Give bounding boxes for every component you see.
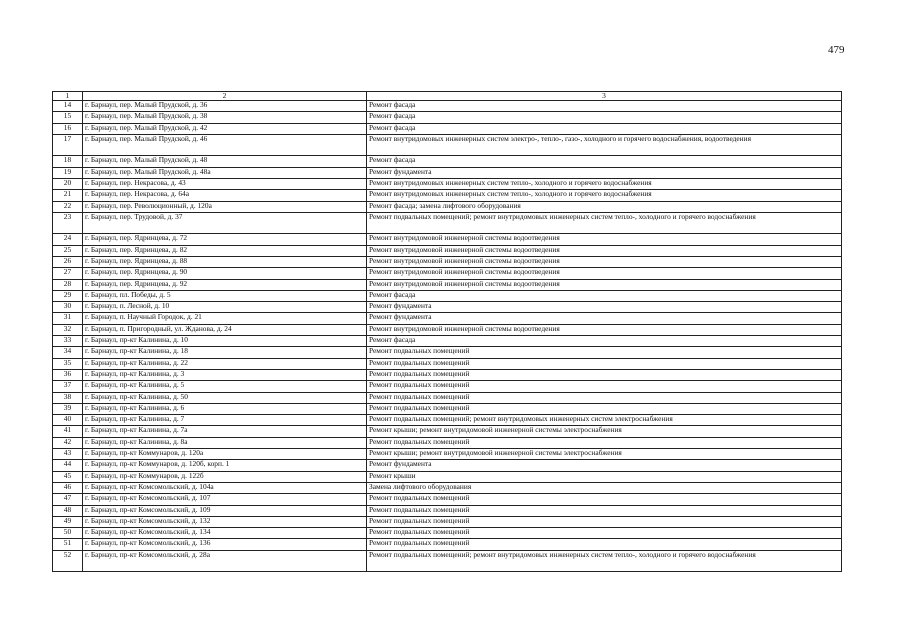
work-cell: Ремонт подвальных помещений — [367, 358, 842, 369]
row-number: 30 — [53, 302, 83, 313]
table-header-row — [53, 92, 842, 101]
work-cell: Ремонт подвальных помещений — [367, 528, 842, 539]
work-cell: Ремонт внутридомовых инженерных систем тепло-, холодного и горячего водоснабжения — [367, 178, 842, 189]
table-row — [53, 324, 842, 335]
address-cell: г. Барнаул, пер. Малый Прудской, д. 38 — [83, 112, 367, 123]
address-cell: г. Барнаул, пр-кт Комсомольский, д. 136 — [83, 539, 367, 550]
address-cell: г. Барнаул, пер. Малый Прудской, д. 36 — [83, 101, 367, 112]
table-row — [53, 381, 842, 392]
address-cell: г. Барнаул, пер. Ядринцева, д. 82 — [83, 245, 367, 256]
address-cell: г. Барнаул, пр-кт Калинина, д. 7 — [83, 415, 367, 426]
work-cell: Ремонт внутридомовой инженерной системы водоотведения — [367, 324, 842, 335]
row-number: 21 — [53, 190, 83, 201]
table-row — [53, 336, 842, 347]
address-cell: г. Барнаул, пер. Ядринцева, д. 92 — [83, 279, 367, 290]
row-number: 48 — [53, 505, 83, 516]
row-number: 26 — [53, 256, 83, 267]
table-row — [53, 178, 842, 189]
row-number: 44 — [53, 460, 83, 471]
table-row — [53, 494, 842, 505]
table-row — [53, 347, 842, 358]
address-cell: г. Барнаул, пр-кт Калинина, д. 22 — [83, 358, 367, 369]
table-row — [53, 190, 842, 201]
address-cell: г. Барнаул, пр-кт Коммунаров, д. 122б — [83, 471, 367, 482]
row-number: 33 — [53, 336, 83, 347]
table-row — [53, 112, 842, 123]
row-number: 52 — [53, 550, 83, 572]
row-number: 23 — [53, 212, 83, 234]
work-cell: Ремонт подвальных помещений — [367, 505, 842, 516]
row-number: 35 — [53, 358, 83, 369]
table-row — [53, 415, 842, 426]
row-number: 37 — [53, 381, 83, 392]
address-cell: г. Барнаул, пр-кт Калинина, д. 3 — [83, 369, 367, 380]
address-cell: г. Барнаул, пер. Некрасова, д. 43 — [83, 178, 367, 189]
work-cell: Ремонт подвальных помещений — [367, 347, 842, 358]
table-row — [53, 369, 842, 380]
address-cell: г. Барнаул, пр-кт Коммунаров, д. 120а — [83, 449, 367, 460]
table-row — [53, 403, 842, 414]
row-number: 38 — [53, 392, 83, 403]
work-cell: Ремонт подвальных помещений — [367, 403, 842, 414]
row-number: 22 — [53, 201, 83, 212]
row-number: 19 — [53, 167, 83, 178]
row-number: 40 — [53, 415, 83, 426]
work-cell: Ремонт подвальных помещений — [367, 369, 842, 380]
row-number: 16 — [53, 123, 83, 134]
column-header-3: 3 — [367, 92, 842, 101]
table-row — [53, 471, 842, 482]
work-cell: Ремонт внутридомовых инженерных систем электро-, тепло-, газо-, холодного и горячего водоснабжения, водоотведения — [367, 134, 842, 156]
address-cell: г. Барнаул, пр-кт Калинина, д. 18 — [83, 347, 367, 358]
address-cell: г. Барнаул, пр-кт Калинина, д. 5 — [83, 381, 367, 392]
row-number: 18 — [53, 156, 83, 167]
row-number: 41 — [53, 426, 83, 437]
table-row — [53, 437, 842, 448]
row-number: 29 — [53, 290, 83, 301]
row-number: 47 — [53, 494, 83, 505]
work-cell: Ремонт внутридомовой инженерной системы водоотведения — [367, 279, 842, 290]
work-cell: Ремонт фасада — [367, 290, 842, 301]
work-cell: Ремонт крыши — [367, 471, 842, 482]
work-cell: Ремонт подвальных помещений; ремонт внутридомовых инженерных систем тепло-, холодного и горячего водоснабжения — [367, 550, 842, 572]
table-row — [53, 550, 842, 572]
address-cell: г. Барнаул, пр-кт Коммунаров, д. 120б, корп. 1 — [83, 460, 367, 471]
work-cell: Ремонт фасада — [367, 336, 842, 347]
address-cell: г. Барнаул, пр-кт Калинина, д. 50 — [83, 392, 367, 403]
work-cell: Ремонт подвальных помещений — [367, 437, 842, 448]
address-cell: г. Барнаул, пр-кт Комсомольский, д. 132 — [83, 516, 367, 527]
row-number: 46 — [53, 482, 83, 493]
work-cell: Замена лифтового оборудования — [367, 482, 842, 493]
work-cell: Ремонт внутридомовой инженерной системы водоотведения — [367, 268, 842, 279]
work-cell: Ремонт подвальных помещений — [367, 392, 842, 403]
address-cell: г. Барнаул, пл. Победы, д. 5 — [83, 290, 367, 301]
address-cell: г. Барнаул, пер. Малый Прудской, д. 48 — [83, 156, 367, 167]
table-row — [53, 528, 842, 539]
work-cell: Ремонт фундамента — [367, 302, 842, 313]
address-cell: г. Барнаул, пр-кт Калинина, д. 8а — [83, 437, 367, 448]
address-cell: г. Барнаул, п. Научный Городок, д. 21 — [83, 313, 367, 324]
row-number: 42 — [53, 437, 83, 448]
table-row — [53, 279, 842, 290]
work-cell: Ремонт фасада — [367, 101, 842, 112]
address-cell: г. Барнаул, пер. Ядринцева, д. 72 — [83, 234, 367, 245]
table-row — [53, 516, 842, 527]
table-row — [53, 268, 842, 279]
repair-table — [52, 91, 842, 572]
work-cell: Ремонт подвальных помещений; ремонт внутридомовых инженерных систем тепло-, холодного и горячего водоснабжения — [367, 212, 842, 234]
table-row — [53, 123, 842, 134]
address-cell: г. Барнаул, пер. Ядринцева, д. 90 — [83, 268, 367, 279]
row-number: 43 — [53, 449, 83, 460]
row-number: 31 — [53, 313, 83, 324]
address-cell: г. Барнаул, пр-кт Калинина, д. 7а — [83, 426, 367, 437]
table-row — [53, 245, 842, 256]
work-cell: Ремонт подвальных помещений — [367, 516, 842, 527]
work-cell: Ремонт фасада — [367, 123, 842, 134]
column-header-2: 2 — [83, 92, 367, 101]
address-cell: г. Барнаул, пр-кт Калинина, д. 6 — [83, 403, 367, 414]
work-cell: Ремонт фасада — [367, 112, 842, 123]
work-cell: Ремонт внутридомовых инженерных систем тепло-, холодного и горячего водоснабжения — [367, 190, 842, 201]
table-row — [53, 156, 842, 167]
table-row — [53, 167, 842, 178]
column-header-1: 1 — [53, 92, 83, 101]
work-cell: Ремонт крыши; ремонт внутридомовой инженерной системы электроснабжения — [367, 426, 842, 437]
address-cell: г. Барнаул, пр-кт Комсомольский, д. 104а — [83, 482, 367, 493]
work-cell: Ремонт внутридомовой инженерной системы водоотведения — [367, 256, 842, 267]
table-row — [53, 290, 842, 301]
table-row — [53, 449, 842, 460]
row-number: 39 — [53, 403, 83, 414]
row-number: 28 — [53, 279, 83, 290]
address-cell: г. Барнаул, п. Пригородный, ул. Жданова, д. 24 — [83, 324, 367, 335]
table-row — [53, 134, 842, 156]
row-number: 49 — [53, 516, 83, 527]
table-row — [53, 358, 842, 369]
work-cell: Ремонт подвальных помещений; ремонт внутридомовых инженерных систем электроснабжения — [367, 415, 842, 426]
address-cell: г. Барнаул, пр-кт Калинина, д. 10 — [83, 336, 367, 347]
row-number: 14 — [53, 101, 83, 112]
row-number: 32 — [53, 324, 83, 335]
address-cell: г. Барнаул, пр-кт Комсомольский, д. 107 — [83, 494, 367, 505]
address-cell: г. Барнаул, п. Лесной, д. 10 — [83, 302, 367, 313]
table-row — [53, 313, 842, 324]
table-row — [53, 505, 842, 516]
work-cell: Ремонт подвальных помещений — [367, 539, 842, 550]
work-cell: Ремонт фундамента — [367, 460, 842, 471]
table-row — [53, 212, 842, 234]
row-number: 51 — [53, 539, 83, 550]
table-row — [53, 392, 842, 403]
row-number: 17 — [53, 134, 83, 156]
address-cell: г. Барнаул, пер. Некрасова, д. 64а — [83, 190, 367, 201]
address-cell: г. Барнаул, пер. Революционный, д. 120а — [83, 201, 367, 212]
row-number: 24 — [53, 234, 83, 245]
work-cell: Ремонт крыши; ремонт внутридомовой инженерной системы электроснабжения — [367, 449, 842, 460]
work-cell: Ремонт фундамента — [367, 313, 842, 324]
row-number: 15 — [53, 112, 83, 123]
row-number: 25 — [53, 245, 83, 256]
address-cell: г. Барнаул, пр-кт Комсомольский, д. 28а — [83, 550, 367, 572]
page-number: 479 — [828, 44, 845, 56]
address-cell: г. Барнаул, пер. Ядринцева, д. 88 — [83, 256, 367, 267]
row-number: 20 — [53, 178, 83, 189]
table-row — [53, 539, 842, 550]
address-cell: г. Барнаул, пер. Малый Прудской, д. 48а — [83, 167, 367, 178]
table-row — [53, 256, 842, 267]
work-cell: Ремонт подвальных помещений — [367, 381, 842, 392]
table-body — [53, 92, 842, 572]
table-row — [53, 234, 842, 245]
table-row — [53, 482, 842, 493]
table-row — [53, 101, 842, 112]
table-row — [53, 201, 842, 212]
work-cell: Ремонт фасада; замена лифтового оборудования — [367, 201, 842, 212]
row-number: 50 — [53, 528, 83, 539]
table-row — [53, 302, 842, 313]
table-row — [53, 460, 842, 471]
address-cell: г. Барнаул, пр-кт Комсомольский, д. 109 — [83, 505, 367, 516]
row-number: 45 — [53, 471, 83, 482]
address-cell: г. Барнаул, пер. Трудовой, д. 37 — [83, 212, 367, 234]
work-cell: Ремонт фундамента — [367, 167, 842, 178]
table-row — [53, 426, 842, 437]
work-cell: Ремонт фасада — [367, 156, 842, 167]
row-number: 36 — [53, 369, 83, 380]
row-number: 27 — [53, 268, 83, 279]
address-cell: г. Барнаул, пр-кт Комсомольский, д. 134 — [83, 528, 367, 539]
address-cell: г. Барнаул, пер. Малый Прудской, д. 42 — [83, 123, 367, 134]
work-cell: Ремонт внутридомовой инженерной системы водоотведения — [367, 234, 842, 245]
work-cell: Ремонт внутридомовой инженерной системы водоотведения — [367, 245, 842, 256]
address-cell: г. Барнаул, пер. Малый Прудской, д. 46 — [83, 134, 367, 156]
work-cell: Ремонт подвальных помещений — [367, 494, 842, 505]
row-number: 34 — [53, 347, 83, 358]
